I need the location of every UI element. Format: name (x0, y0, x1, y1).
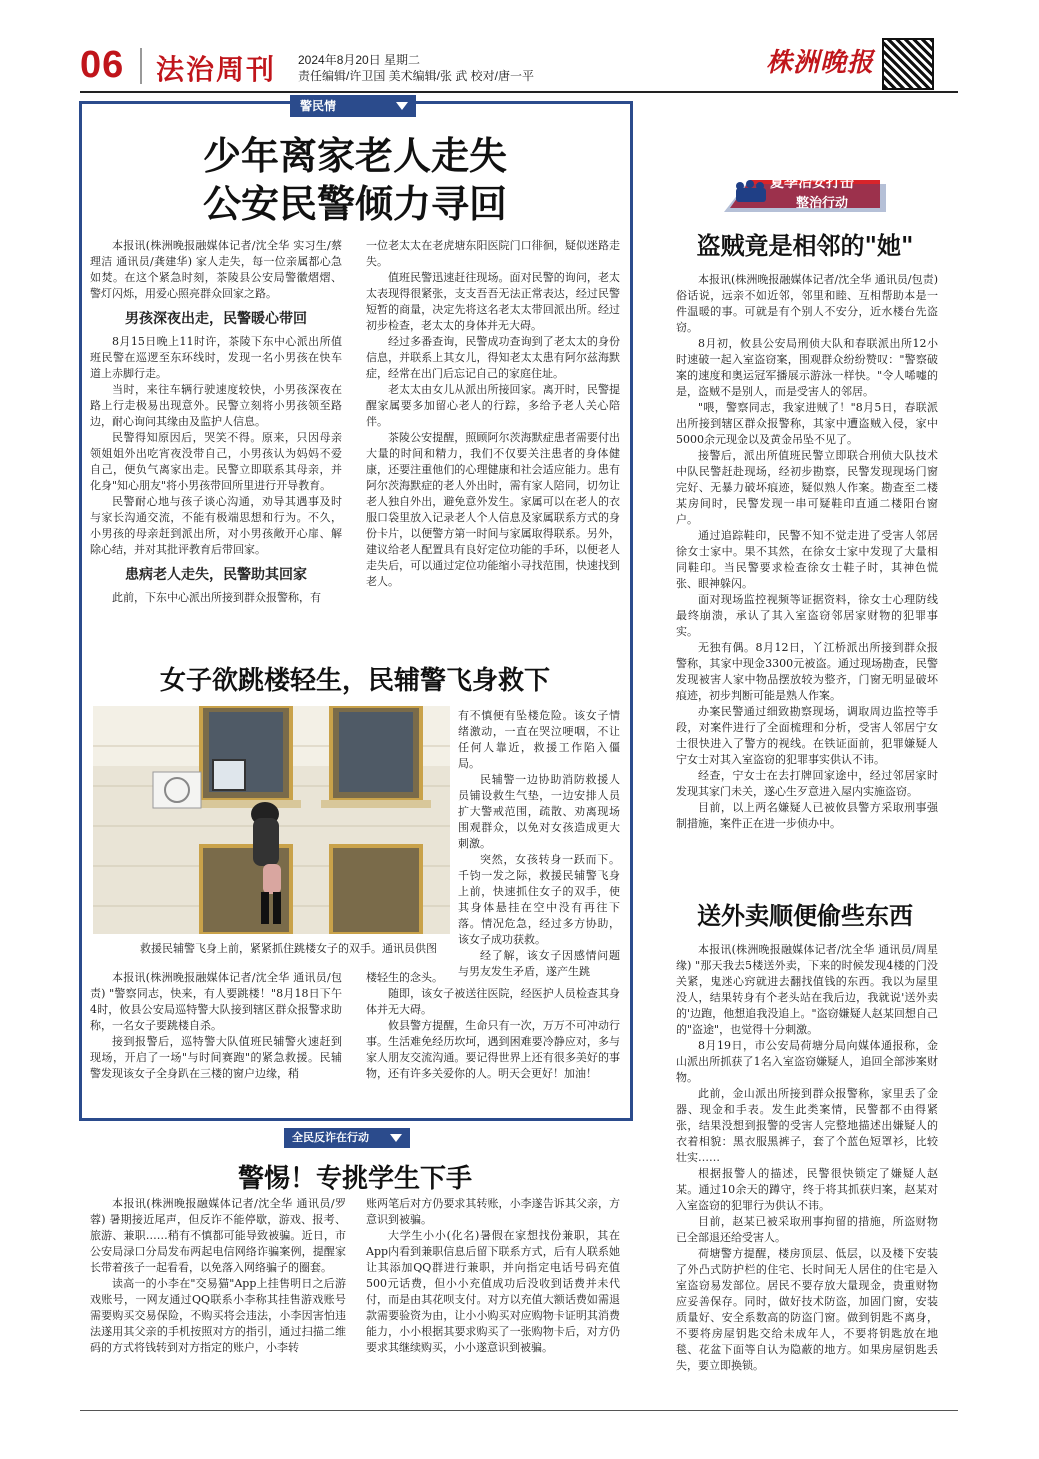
story4-column (676, 942, 938, 1374)
paragraph: 通过追踪鞋印，民警不知不觉走进了受害人邻居徐女士家中。果不其然，在徐女士家中发现了大量相同鞋印。当民警要求检查徐女士鞋子时，其神色慌张、眼神躲闪。 (676, 529, 938, 590)
paragraph: 面对现场监控视频等证据资料，徐女士心理防线最终崩溃，承认了其入室盗窃邻居家财物的犯罪事实。 (676, 593, 938, 638)
paragraph: 大学生小小(化名)暑假在家想找份兼职，其在App内看到兼职信息后留下联系方式，后有人联系她让其添加QQ群进行兼职，并向指定电话号码充值500元话费，但小小充值成功后没收到话费并未代付，而是由其花呗支付。对方以充值大额话费如需退款需要验资为由，让小小购买对应购物卡证明其消费能力，小小根据其要求购买了一张购物卡后，对方仍要求其继续购买，小小遂意识到被骗。 (366, 1229, 620, 1354)
story-tag (290, 95, 416, 117)
paragraph: 本报讯(株洲晚报融媒体记者/沈全华 通讯员/罗蓉) 暑期接近尾声，但反诈不能停歇，游戏、报考、旅游、兼职……稍有不慎都可能导致被骗。近日，市公安局渌口分局发布两起电信网络诈骗案例，提醒家长带着孩子一起看看，以免落入网络骗子的圈套。 (90, 1197, 346, 1274)
paragraph: 办案民警通过细致勘察现场，调取周边监控等手段，对案件进行了全面梳理和分析，受害人邻居宁女士很快进入了警方的视线。在铁证面前，犯罪嫌疑人宁女士对其入室盗窃的犯罪事实供认不讳。 (676, 705, 938, 766)
story1-column-1 (90, 238, 342, 606)
story1-headline-line2: 公安民警倾力寻回 (202, 181, 507, 226)
section-title: 法治周刊 (156, 54, 277, 85)
paragraph: 此前，金山派出所接到群众报警称，家里丢了金器、现金和手表。发生此类案情，民警都不由得紧张，结果没想到报警的受害人完整地描述出嫌疑人的衣着相貌：黑衣服黑裤子，套了个蓝色短罩衫，比较壮实…… (676, 1087, 938, 1164)
rescue-photo (93, 706, 450, 934)
story2-side-column (458, 708, 620, 980)
paragraph: 荷塘警方提醒，楼房顶层、低层，以及楼下安装了外凸式防护栏的住宅、长时间无人居住的住宅是入室盗窃易发部位。居民不要存放大量现金，贵重财物应妥善保存。同时，做好技术防盗，加固门窗，安装质量好、安全系数高的防盗门窗。做到钥匙不离身，不要将房屋钥匙交给未成年人，不要将钥匙放在地毯、花盆下面等自认为隐蔽的地方。如果房屋钥匙丢失，要立即换锁。 (676, 1247, 938, 1372)
paragraph: 本报讯(株洲晚报融媒体记者/沈全华 通讯员/包责) "警察同志，快来，有人要跳楼！"8月18日下午4时，攸县公安局巡特警大队接到辖区群众报警求助称，一名女子要跳楼自杀。 (90, 971, 342, 1032)
story4-headline: 送外卖顺便偷些东西 (697, 901, 913, 930)
story1-column-2 (366, 238, 620, 590)
campaign-badge (720, 168, 890, 216)
paragraph: 接警后，派出所值班民警立即联合刑侦大队技术中队民警赶赴现场，经初步勘察，民警发现现场门窗完好、无暴力破坏痕迹，疑似熟人作案。勘查至二楼某房间时，民警发现一串可疑鞋印直通二楼阳台窗户。 (676, 449, 938, 526)
story2-headline: 女子欲跳楼轻生，民辅警飞身救下 (159, 666, 550, 696)
paragraph: 一位老太太在老虎塘东阳医院门口徘徊，疑似迷路走失。 (366, 239, 620, 268)
paragraph: 目前，赵某已被采取刑事拘留的措施，所盗财物已全部退还给受害人。 (676, 1215, 938, 1244)
story5-tag (284, 1128, 410, 1148)
chevron-down-icon (390, 1134, 402, 1142)
page-number: 06 (80, 44, 125, 86)
story5-headline: 警惕！专挑学生下手 (237, 1164, 472, 1194)
paragraph: 接到报警后，巡特警大队值班民辅警火速赶到现场，开启了一场"与时间赛跑"的紧急救援。民辅警发现该女子全身趴在三楼的窗户边缘，稍 (90, 1035, 342, 1080)
paragraph: 民警耐心地与孩子谈心沟通，劝导其遇事及时与家长沟通交流，不能有极端思想和行为。不久，小男孩的母亲赶到派出所，对小男孩敞开心扉、解除心结，并对其批评教育后带回家。 (90, 495, 342, 556)
paragraph: 攸县警方提醒，生命只有一次，万万不可冲动行事。生活难免经历坎坷，遇到困难要冷静应对，多与家人朋友交流沟通。要记得世界上还有很多美好的事物，还有许多关爱你的人。明天会更好！加油！ (366, 1019, 620, 1080)
paragraph: "喂，警察同志，我家进贼了！"8月5日，春联派出所接到辖区群众报警称，其家中遭盗贼入侵，家中5000余元现金以及黄金吊坠不见了。 (676, 401, 938, 446)
subheading: 患病老人走失，民警助其回家 (125, 566, 307, 582)
rescue-photo-illustration (93, 706, 450, 934)
paragraph: 根据报警人的描述，民警很快锁定了嫌疑人赵某。通过10余天的蹲守，终于将其抓获归案，赵某对入室盗窃的犯罪行为供认不讳。 (676, 1167, 938, 1212)
paragraph: 突然，女孩转身一跃而下。千钧一发之际，救援民辅警飞身上前，快速抓住女子的双手，使其身体悬挂在空中没有再往下落。情况危急，经过多方协助，该女子成功获救。 (458, 853, 620, 946)
story5-tag-label: 全民反诈在行动 (292, 1132, 369, 1144)
story2-column-2 (366, 970, 620, 1082)
qr-code-icon (882, 38, 934, 90)
story1-headline-line1: 少年离家老人走失 (202, 133, 507, 178)
paragraph: 老太太由女儿从派出所接回家。离开时，民警提醒家属要多加留心老人的行踪，多给予老人关心陪伴。 (366, 383, 620, 428)
paragraph: 8月15日晚上11时许，茶陵下东中心派出所值班民警在巡逻至东环线时，发现一名小男孩在快车道上赤脚行走。 (90, 335, 342, 380)
paragraph: 8月19日，市公安局荷塘分局向媒体通报称，金山派出所抓获了1名入室盗窃嫌疑人，追回全部涉案财物。 (676, 1039, 938, 1084)
paragraph: 民警得知原因后，哭笑不得。原来，只因母亲领姐姐外出吃宵夜没带自己，小男孩认为妈妈不爱自己，便负气离家出走。民警立即联系其母亲，并化身"知心朋友"将小男孩带回所里进行开导教育。 (90, 431, 342, 492)
paragraph: 民辅警一边协助消防救援人员铺设救生气垫，一边安排人员扩大警戒范围，疏散、劝离现场围观群众，以免对女孩造成更大刺激。 (458, 773, 620, 850)
story3-column (676, 272, 938, 832)
masthead-rule (80, 91, 958, 93)
paragraph: 账两笔后对方仍要求其转账，小李遂告诉其父亲，方意识到被骗。 (366, 1197, 620, 1226)
photo-caption: 救援民辅警飞身上前，紧紧抓住跳楼女子的双手。通讯员供图 (140, 942, 437, 955)
story3-headline: 盗贼竟是相邻的"她" (696, 231, 914, 260)
paragraph: 本报讯(株洲晚报融媒体记者/沈全华 实习生/蔡理洁 通讯员/龚建华) 家人走失，每一位亲属都心急如焚。在这个紧急时刻，茶陵县公安局警徽熠熠、警灯闪烁，用爱心照亮群众回家之路。 (90, 239, 342, 300)
paragraph: 本报讯(株洲晚报融媒体记者/沈全华 通讯员/包责) 俗话说，远亲不如近邻，邻里和睦、互相帮助本是一件温暖的事。可就是有个别人不安分，近水楼台先盗窃。 (676, 273, 938, 334)
story1-headline (120, 132, 590, 228)
paragraph: 楼轻生的念头。 (366, 971, 443, 984)
story5-column-2 (366, 1196, 620, 1356)
paragraph: 经了解，该女子因感情问题与男友发生矛盾，遂产生跳 (458, 949, 620, 978)
paragraph: 本报讯(株洲晚报融媒体记者/沈全华 通讯员/周星缘) "那天我去5楼送外卖，下来的时候发现4楼的门没关紧，鬼迷心窍就进去翻找值钱的东西。我以为屋里没人，结果转身有个老头站在我后边，我就说'送外卖的'边跑，他想追我没追上。"盗窃嫌疑人赵某回想自己的"盗途"，也觉得十分刺激。 (676, 943, 938, 1036)
paragraph: 茶陵公安提醒，照顾阿尔茨海默症患者需要付出大量的时间和精力，我们不仅要关注患者的身体健康，还要注重他们的心理健康和社会适应能力。患有阿尔茨海默症的老人外出时，需有家人陪同，切勿让老人独自外出，避免意外发生。家属可以在老人的衣服口袋里放入记录老人个人信息及家属联系方式的身份卡片，以便警方第一时间与家属取得联系。另外，建议给老人配置具有良好定位功能的手环，以便老人走失后，可以通过定位功能缩小寻找范围，快速找到老人。 (366, 431, 620, 588)
chevron-down-icon (396, 102, 408, 110)
story-tag-label: 警民情 (300, 99, 337, 113)
paragraph: 此前，下东中心派出所接到群众报警称，有 (112, 591, 321, 604)
paragraph: 经过多番查询，民警成功查询到了老太太的身份信息，并联系上其女儿，得知老太太患有阿尔兹海默症，经常在出门后忘记自己的家庭住址。 (366, 335, 620, 380)
paragraph: 有不慎便有坠楼危险。该女子情绪激动，一直在哭泣哽咽，不让任何人靠近，救援工作陷入僵局。 (458, 709, 620, 770)
story2-column-1 (90, 970, 342, 1082)
editors-line: 责任编辑/许卫国 美术编辑/张 武 校对/唐一平 (298, 69, 535, 83)
paragraph: 8月初，攸县公安局刑侦大队和春联派出所12小时速破一起入室盗窃案，围观群众纷纷赞叹："警察破案的速度和奥运冠军播展示游泳一样快。"令人唏嘘的是，盗贼不是别人，而是受害人的邻居。 (676, 337, 938, 398)
footer-rule (80, 1410, 958, 1411)
paragraph: 读高一的小李在"交易猫"App上挂售明日之后游戏账号，一网友通过QQ联系小李称其挂售游戏账号需要购买交易保险，不购买将会违法，小李因害怕违法遂用其父亲的手机按照对方的指引，通过扫描二维码的方式将钱转到对方指定的账户，小李转 (90, 1277, 346, 1354)
paragraph: 值班民警迅速赶往现场。面对民警的询问，老太太表现得很紧张，支支吾吾无法正常表达，经过民警短暂的商量，决定先将这名老太太带回派出所。经过初步检查，老太太的身体并无大碍。 (366, 271, 620, 332)
badge-line1: 夏季治安打击 (770, 174, 854, 190)
paragraph: 目前，以上两名嫌疑人已被攸县警方采取刑事强制措施，案件正在进一步侦办中。 (676, 801, 938, 830)
paragraph: 无独有偶。8月12日，丫江桥派出所接到群众报警称，其家中现金3300元被盗。通过现场勘查，民警发现被害人家中物品摆放较为整齐，门窗无明显破坏痕迹，初步判断可能是熟人作案。 (676, 641, 938, 702)
badge-line2: 整治行动 (796, 195, 849, 210)
paragraph: 当时，来往车辆行驶速度较快，小男孩深夜在路上行走极易出现意外。民警立刻将小男孩领至路边，耐心询问其缘由及监护人信息。 (90, 383, 342, 428)
newspaper-logo: 株洲晚报 (766, 48, 875, 78)
story5-column-1 (90, 1196, 346, 1356)
paragraph: 随即，该女子被送往医院，经医护人员检查其身体并无大碍。 (366, 987, 620, 1016)
masthead-divider (140, 48, 142, 84)
subheading: 男孩深夜出走，民警暖心带回 (125, 310, 307, 326)
paragraph: 经查，宁女士在去打牌回家途中，经过邻居家时发现其家门未关，遂心生歹意进入屋内实施盗窃。 (676, 769, 938, 798)
date-line: 2024年8月20日 星期二 (298, 53, 421, 67)
